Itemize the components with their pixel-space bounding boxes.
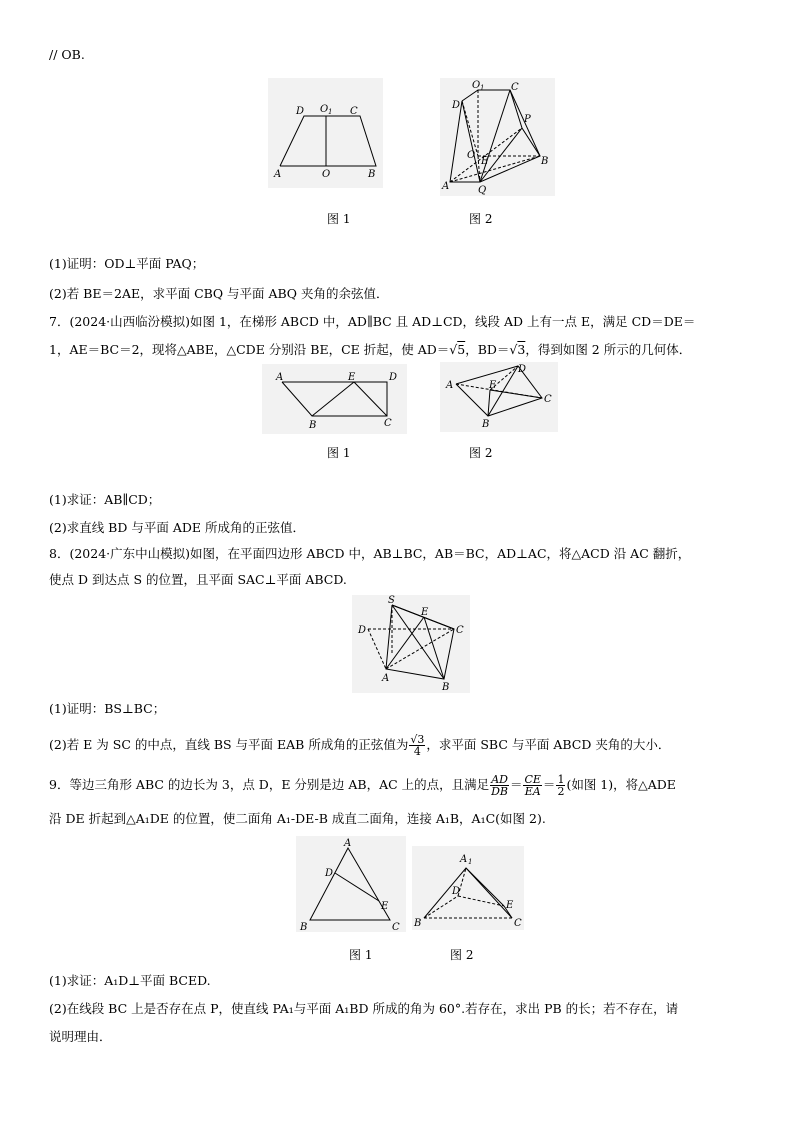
svg-text:D: D bbox=[518, 364, 527, 375]
svg-text:C: C bbox=[456, 625, 464, 636]
q7-line-1: 7．(2024·山西临汾模拟)如图 1，在梯形 ABCD 中，AD∥BC 且 AD⊥CD，线段 AD 上有一点 E，满足 CD＝DE＝ bbox=[49, 314, 696, 329]
svg-text:P: P bbox=[524, 114, 531, 125]
q6-part-2: (2)若 BE＝2AE，求平面 CBQ 与平面 ABQ 夹角的余弦值． bbox=[49, 286, 389, 301]
q8-part-1: (1)证明：BS⊥BC； bbox=[49, 701, 166, 716]
svg-text:D: D bbox=[452, 100, 461, 111]
svg-text:O: O bbox=[467, 150, 476, 161]
q7-caption-1: 图 1 bbox=[327, 446, 351, 460]
svg-text:O: O bbox=[472, 80, 481, 91]
svg-text:E: E bbox=[348, 372, 356, 383]
q9-caption-1: 图 1 bbox=[349, 948, 373, 962]
label-O: O bbox=[322, 169, 331, 180]
svg-text:B: B bbox=[482, 419, 490, 430]
q6-caption-2: 图 2 bbox=[469, 212, 493, 226]
svg-text:Q: Q bbox=[478, 185, 487, 196]
svg-text:1: 1 bbox=[468, 858, 473, 866]
q9-figure-1 bbox=[296, 836, 406, 935]
q9-part-2-line-2: 说明理由． bbox=[49, 1029, 112, 1044]
svg-text:B: B bbox=[541, 156, 549, 167]
svg-text:A: A bbox=[344, 838, 352, 849]
sqrt-3: 3 bbox=[517, 342, 526, 357]
svg-text:E: E bbox=[421, 607, 429, 618]
svg-text:D: D bbox=[452, 886, 461, 897]
q7-figure-2 bbox=[440, 362, 558, 435]
svg-text:C: C bbox=[384, 418, 392, 429]
svg-text:C: C bbox=[392, 922, 400, 932]
svg-text:B: B bbox=[442, 682, 450, 693]
sqrt-5: 5 bbox=[457, 342, 466, 357]
svg-text:B: B bbox=[300, 922, 308, 932]
svg-text:A: A bbox=[460, 854, 468, 865]
svg-text:B: B bbox=[414, 918, 422, 929]
q6-caption-1: 图 1 bbox=[327, 212, 351, 226]
q7-part-2: (2)求直线 BD 与平面 ADE 所成角的正弦值． bbox=[49, 520, 305, 535]
svg-text:1: 1 bbox=[480, 84, 485, 92]
svg-text:B: B bbox=[309, 420, 317, 431]
q7-figure-1 bbox=[262, 364, 407, 437]
svg-text:E: E bbox=[481, 156, 489, 167]
svg-text:E: E bbox=[381, 901, 389, 912]
svg-text:A: A bbox=[446, 380, 454, 391]
svg-text:E: E bbox=[489, 380, 497, 391]
svg-text:A: A bbox=[382, 673, 390, 684]
q9-part-1: (1)求证：A₁D⊥平面 BCED. bbox=[49, 973, 211, 988]
svg-text:1: 1 bbox=[328, 108, 333, 116]
q8-line-1: 8．(2024·广东中山模拟)如图，在平面四边形 ABCD 中，AB⊥BC，AB＝BC，AD⊥AC，将△ACD 沿 AC 翻折， bbox=[49, 546, 691, 561]
svg-text:D: D bbox=[389, 372, 398, 383]
label-O1: O bbox=[320, 104, 329, 115]
svg-text:C: C bbox=[514, 918, 522, 929]
q6-part-1: (1)证明：OD⊥平面 PAQ； bbox=[49, 256, 205, 271]
svg-text:D: D bbox=[325, 868, 334, 879]
q7-caption-2: 图 2 bbox=[469, 446, 493, 460]
label-C: C bbox=[350, 106, 358, 117]
q8-line-2: 使点 D 到达点 S 的位置，且平面 SAC⊥平面 ABCD. bbox=[49, 572, 347, 587]
q9-line-2: 沿 DE 折起到△A₁DE 的位置，使二面角 A₁-DE-B 成直二面角，连接 A₁B，A₁C(如图 2). bbox=[49, 811, 546, 826]
svg-text:C: C bbox=[544, 394, 552, 405]
continued-text: // OB. bbox=[49, 47, 85, 62]
q7-line-2: 1，AE＝BC＝2，现将△ABE，△CDE 分别沿 BE，CE 折起，使 AD＝√5，BD＝√3，得到如图 2 所示的几何体． bbox=[49, 342, 692, 357]
label-D: D bbox=[296, 106, 305, 117]
q7-part-1: (1)求证：AB∥CD； bbox=[49, 492, 161, 507]
label-B: B bbox=[368, 169, 376, 180]
q6-figure-2 bbox=[440, 78, 555, 199]
label-A: A bbox=[274, 169, 282, 180]
svg-text:E: E bbox=[506, 900, 514, 911]
svg-text:C: C bbox=[511, 82, 519, 93]
svg-text:D: D bbox=[358, 625, 367, 636]
q8-figure bbox=[352, 595, 470, 696]
q9-line-1: 9．等边三角形 ABC 的边长为 3，点 D，E 分别是边 AB，AC 上的点，且满足 $\frac{AD}{DB}$ ＝ $\frac{CE}{EA}$ ＝ $\frac{1}{2}$ (如图 1)，将△ADE bbox=[49, 773, 676, 798]
q8-part-2: (2)若 E 为 SC 的中点，直线 BS 与平面 EAB 所成角的正弦值为 $\frac{√3}{4}$ ，求平面 SBC 与平面 ABCD 夹角的大小． bbox=[49, 733, 671, 758]
q9-caption-2: 图 2 bbox=[450, 948, 474, 962]
svg-text:A: A bbox=[442, 181, 450, 192]
q9-part-2-line-1: (2)在线段 BC 上是否存在点 P，使直线 PA₁与平面 A₁BD 所成的角为 60°.若存在，求出 PB 的长；若不存在，请 bbox=[49, 1001, 679, 1016]
svg-text:S: S bbox=[388, 595, 395, 606]
q6-figure-1 bbox=[268, 78, 383, 191]
q9-figure-2 bbox=[412, 846, 524, 933]
svg-text:A: A bbox=[276, 372, 284, 383]
